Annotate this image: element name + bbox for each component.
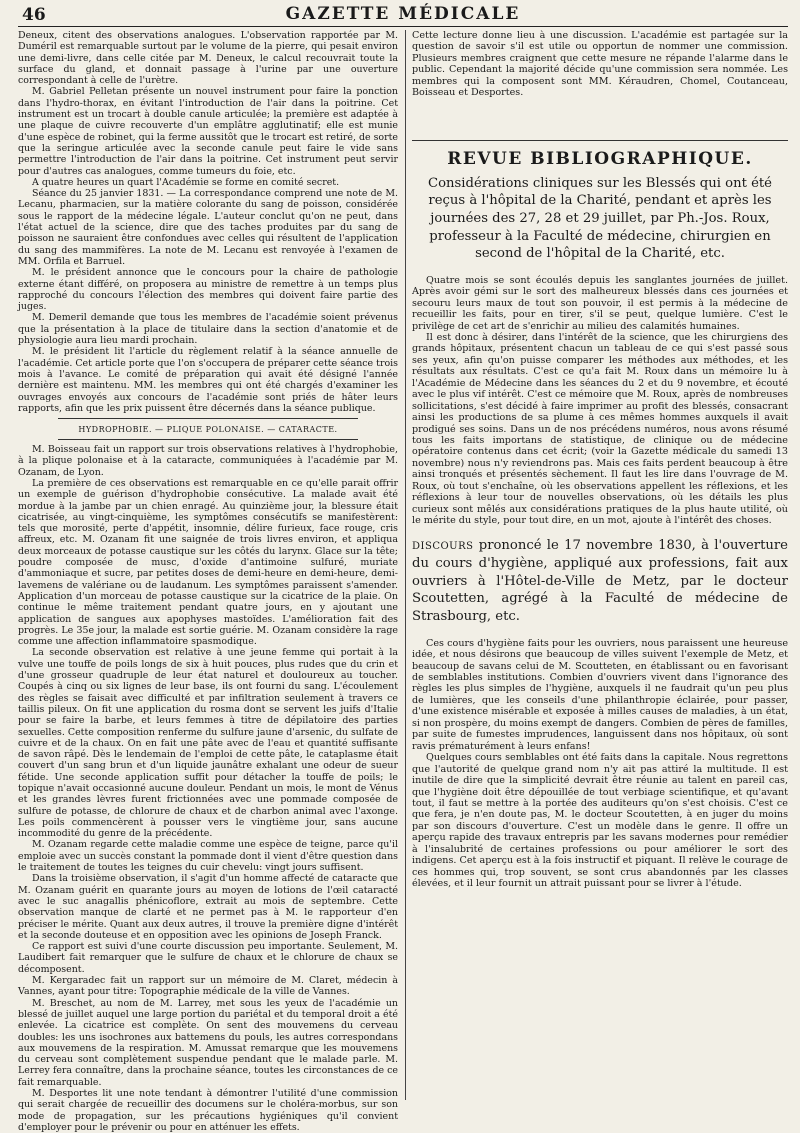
journal-title: GAZETTE MÉDICALE: [285, 4, 521, 24]
discours-title: [412, 537, 788, 626]
paragraph: M. Desportes lit une note tendant à démontrer l'utilité d'une commission qui serait chargée de recueillir des documens sur le choléra-morbus, sur son mode de propagation, sur les précautions hygiéniques qu'il convient d'employer pour le prévenir ou pour en atténuer les effets.: [18, 1088, 398, 1133]
paragraph: M. Ozanam regarde cette maladie comme une espèce de teigne, parce qu'il emploie avec un succès constant la pommade dont il vient d'être question dans le traitement de toutes les teignes du cuir chevelu: vingt jours suffisent.: [18, 839, 398, 874]
paragraph: La seconde observation est relative à une jeune femme qui portait à la vulve une touffe de poils longs de six à huit pouces, plus rudes que du crin et d'une grosseur quadruple de leur état naturel et douloureux au toucher. Coupés à cinq ou six lignes de leur base, ils ont fourni du sang. L'écoulement des règles se faisait avec difficulté et par infiltration seulement à travers ce taillis pileux. On fit une application du rosma dont se servent les juifs d'Italie pour se faire la barbe, et leurs femmes à titre de dépilatoire des parties sexuelles. Cette composition renferme du sulfure jaune d'arsenic, du sulfate de cuivre et de la chaux. On en fait une pâte avec de l'eau et quantité suffisante de savon râpé. Dès le lendemain de l'emploi de cette pâte, le cataplasme était couvert d'un sang brun et d'un liquide jaunâtre exhalant une odeur de sueur fétide. Une seconde application suffit pour détacher la touffe de poils; le topique n'avait occasionné aucune douleur. Pendant un mois, le mont de Vénus et les grandes lèvres furent frictionnées avec une pommade composée de sulfure de potasse, de chlorure de chaux et de charbon animal avec l'axonge. Les poils commencèrent à pousser vers le vingtième jour, sans aucune incommodité du genre de la précédente.: [18, 647, 399, 840]
column-divider: [405, 30, 406, 1100]
section-title: REVUE BIBLIOGRAPHIQUE.: [447, 148, 753, 169]
newspaper-page: [18, 0, 788, 1133]
spacer: [412, 99, 788, 135]
book-title: Considérations cliniques sur les Blessés qui ont été reçus à l'hôpital de la Charité, pendant et après les journées des 27, 28 et 29 juillet, par Ph.-Jos. Roux, professeur à la Faculté de médecine, chirurgien en second de l'hôpital de la Charité, etc.: [428, 175, 772, 262]
paragraph: Quatre mois se sont écoulés depuis les sanglantes journées de juillet. Après avoir gémi sur le sort des malheureux blessés dans ces journées et secouru leurs maux de tout son pouvoir, il est permis à la médecine de recueillir les faits, pour en tirer, s'il se peut, quelque lumière. C'est le privilège de cet art de s'enrichir au milieu des calamités humaines.: [412, 274, 788, 332]
paragraph: Ces cours d'hygiène faits pour les ouvriers, nous paraissent une heureuse idée, et nous désirons que beaucoup de villes suivent l'exemple de Metz, et beaucoup de savans celui de M. Scoutteten, en établissant ou en favorisant de semblables institutions. Combien d'ouvriers vivent dans l'ignorance des règles les plus simples de l'hygiène, auxquels il ne faudrait qu'un peu plus de lumières, que les conseils d'une philanthropie éclairée, pour passer, d'une existence misérable et exposée à milles causes de maladies, à un état, si non prospère, du moins exempt de dangers. Combien de pères de familles, par suite de fumestes imprudences, languissent dans nos hôpitaux, où sont ravis prématurément à leurs enfans!: [412, 637, 788, 752]
section-rule: [58, 418, 358, 419]
right-column: [412, 30, 788, 1100]
paragraph: M. le président annonce que le concours pour la chaire de pathologie externe étant différé, on proposera au ministre de remettre à un temps plus rapproché du concours l'élection des membres qui doivent faire partie des juges.: [18, 267, 398, 313]
section-rule: [412, 140, 788, 141]
paragraph: A quatre heures un quart l'Académie se forme en comité secret.: [32, 176, 340, 188]
section-heading: HYDROPHOBIE. — PLIQUE POLONAISE. — CATARACTE.: [78, 425, 338, 435]
paragraph: La première de ces observations est remarquable en ce qu'elle parait offrir un exemple de guérison d'hydrophobie consécutive. La malade avait été mordue à la jambe par un chien enragé. Au quinzième jour, la blessure était cicatrisée, au vingt-cinquième, les symptômes consécutifs se manifestèrent: tels que morosité, perte d'appétit, insomnie, délire furieux, face rouge, cris affreux, etc. M. Ozanam fit une saignée de trois livres environ, et appliqua deux morceaux de potasse caustique sur les côtés du larynx. Glace sur la tête; poudre composée de musc, d'oxide d'antimoine sulfuré, muriate d'ammoniaque et sucre, par petites doses de demi-heure en demi-heure, demi-lavemens de valériane ou de laudanum. Les symptômes paraissent s'amender. Application d'un morceau de potasse caustique sur la cicatrice de la plaie. On continue le même traitement pendant quatre jours, en y ajoutant une application de sangues aux apophyses mastoïdes. L'amélioration fait des progrès. Le 35e jour, la malade est sortie guérie. M. Ozanam considère la rage comme une affection inflammatoire spasmodique.: [18, 477, 398, 648]
paragraph: Deneux, citent des observations analogues. L'observation rapportée par M. Duméril est remarquable surtout par le volume de la pierre, qui pesait environ une demi-livre, dans celle citée par M. Deneux, le calcul recouvrait toute la surface du gland, et donnait passage à l'urine par une ouverture correspondant à celle de l'urètre.: [18, 30, 398, 87]
paragraph: Dans la troisième observation, il s'agit d'un homme affecté de cataracte que M. Ozanam guérit en quarante jours au moyen de lotions de l'œil cataracté avec le suc anagallis phénicoflore, extrait au mois de septembre. Cette observation manque de clarté et ne permet pas à M. le rapporteur d'en préciser le mérite. Quant aux deux autres, il trouve la première digne d'intérêt et la seconde douteuse et en opposition avec les opinions de Joseph Franck.: [18, 873, 398, 941]
paragraph: M. Demeril demande que tous les membres de l'académie soient prévenus que la présentation à la place de titulaire dans la section d'anatomie et de physiologie aura lieu mardi prochain.: [18, 312, 398, 347]
paragraph: M. Gabriel Pelletan présente un nouvel instrument pour faire la ponction dans l'hydro-thorax, en évitant l'introduction de l'air dans la poitrine. Cet instrument est un trocart à double canule articulée; la première est adaptée à une plaque de cuivre recouverte d'un emplâtre agglutinatif; elle est munie d'une espèce de robinet, qui la ferme aussitôt que le trocart est retiré, de sorte que la seringue articulée avec la seconde canule peut faire le vide sans permettre l'introduction de l'air dans la poitrine. Cet instrument peut servir pour d'autres cas analogues, comme tumeurs du foie, etc.: [18, 86, 398, 177]
paragraph: M. Kergaradec fait un rapport sur un mémoire de M. Claret, médecin à Vannes, ayant pour titre: Topographie médicale de la ville de Vannes.: [18, 975, 398, 998]
paragraph: M. Boisseau fait un rapport sur trois observations relatives à l'hydrophobie, à la plique polonaise et à la cataracte, communiquées à l'académie par M. Ozanam, de Lyon.: [18, 444, 398, 478]
paragraph: Séance du 25 janvier 1831. — La correspondance comprend une note de M. Lecanu, pharmacien, sur la matière colorante du sang de poisson, considérée sous le rapport de la médecine légale. L'auteur conclut qu'on ne peut, dans l'état actuel de la science, dire que des taches produites par du sang de poisson ne sauraient être confondues avec celles qui résultent de l'application du sang des mammifères. La note de M. Lecanu est renvoyée à l'examen de MM. Orfila et Barruel.: [18, 188, 398, 267]
paragraph: Ce rapport est suivi d'une courte discussion peu importante. Seulement, M. Laudibert fait remarquer que le sulfure de chaux et le chlorure de chaux se décomposent.: [18, 941, 398, 975]
paragraph: Il est donc à désirer, dans l'intérêt de la science, que les chirurgiens des grands hôpitaux, présentent chacun un tableau de ce qui s'est passé sous ses yeux, afin qu'on puisse comparer les méthodes aux méthodes, et les résultats aux résultats. C'est ce qu'a fait M. Roux dans un mémoire lu à l'Académie de Médecine dans les séances du 2 et du 9 novembre, et écouté avec le plus vif intérêt. C'est ce mémoire que M. Roux, après de nombreuses sollicitations, s'est décidé à faire imprimer au profit des blessés, consacrant ainsi les productions de sa plume à ces mêmes hommes auxquels il avait prodigué ses soins. Dans un de nos précédens numéros, nous avons résumé tous les faits importans de statistique, de clinique ou de médecine opératoire contenus dans cet écrit; (voir la Gazette médicale du samedi 13 novembre) nous n'y reviendrons pas. Mais ces faits perdent beaucoup à être ainsi tronqués et présentés sèchement. Il faut les lire dans l'ouvrage de M. Roux, où tout s'enchaîne, où les observations appellent les réflexions, et les réflexions à leur tour de nouvelles observations, où les détails les plus curieux sont mêlés aux considérations pratiques de la plus haute utilité, où le mérite du style, pour tout dire, en un mot, ajoute à l'intérêt des choses.: [412, 331, 788, 527]
paragraph: M. Breschet, au nom de M. Larrey, met sous les yeux de l'académie un blessé de juillet auquel une large portion du pariétal et du temporal droit a été enlevée. La cicatrice est complète. On sent des mouvemens du cerveau doubles: les uns isochrones aux battemens du pouls, les autres correspondans aux mouvemens de la respiration. M. Amussat remarque que les mouvemens du cerveau sont complètement suspendue pendant que le malade parle. M. Lerrey fera connaître, dans la prochaine séance, toutes les circonstances de ce fait remarquable.: [18, 997, 398, 1088]
page-number: 46: [22, 5, 46, 25]
paragraph: Quelques cours semblables ont été faits dans la capitale. Nous regrettons que l'autorité de quelque grand nom n'y ait pas attiré la multitude. Il est inutile de dire que la simplicité devrait être réunie au talent en pareil cas, que l'hygiène doit être dépouillée de tout verbiage scientifique, et qu'avant tout, il faut se mettre à la portée des auditeurs qu'on s'est choisis. C'est ce que fera, je n'en doute pas, M. le docteur Scoutetten, à en juger du moins par son discours d'ouverture. C'est un modèle dans le genre. Il offre un aperçu rapide des travaux entrepris par les savans modernes pour remédier à l'insalubrité de certaines professions ou pour améliorer le sort des indigens. Cet aperçu est à la fois instructif et piquant. Il relève le courage de ces hommes qui, trop souvent, se sont crus abandonnés par les classes élevées, et il leur fournit un attrait puissant pour se livrer à l'étude.: [412, 752, 788, 890]
paragraph: Cette lecture donne lieu à une discussion. L'académie est partagée sur la question de savoir s'il est utile ou opportun de nommer une commission. Plusieurs membres craignent que cette mesure ne répande l'alarme dans le public. Cependant la majorité décide qu'une commission sera nommée. Les membres qui la composent sont MM. Kéraudren, Chomel, Coutanceau, Boisseau et Desportes.: [412, 30, 788, 99]
paragraph: M. le président lit l'article du règlement relatif à la séance annuelle de l'académie. Cet article porte que l'on s'occupera de préparer cette séance trois mois à l'avance. Le comité de préparation qui avait été désigné l'année dernière est maintenu. MM. les membres qui ont été chargés d'examiner les ouvrages envoyés aux concours de l'académie sont priés de hâter leurs rapports, afin que les prix puissent être décernés dans la séance publique.: [18, 346, 398, 414]
discours-lead: DISCOURS: [412, 540, 474, 552]
page-header: [18, 4, 788, 27]
left-column: [18, 30, 399, 1133]
section-rule: [58, 439, 358, 440]
discours-title-text: prononcé le 17 novembre 1830, à l'ouverture du cours d'hygiène, appliqué aux professions, fait aux ouvriers à l'Hôtel-de-Ville de Metz, par le docteur Scoutetten, agrégé à la Faculté de médecine de Strasbourg, etc.: [412, 537, 788, 625]
